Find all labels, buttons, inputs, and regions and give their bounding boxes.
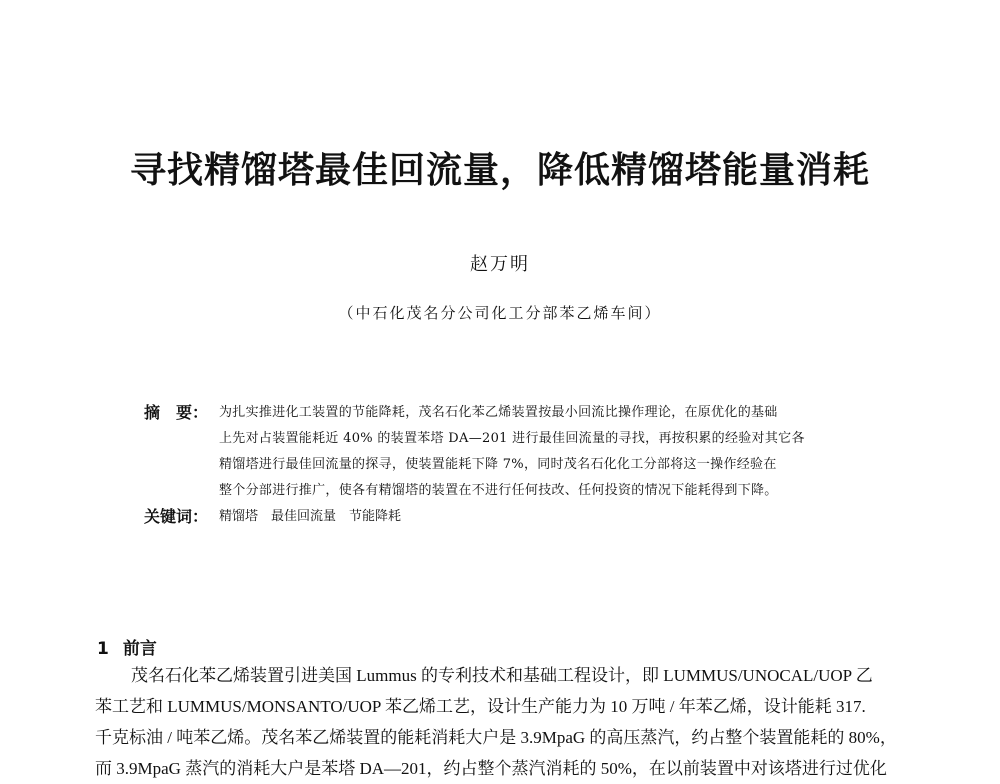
- body-line: 千克标油 / 吨苯乙烯。茂名苯乙烯装置的能耗消耗大户是 3.9MpaG 的高压蒸汽，约占整个装置能耗的 80%，: [95, 728, 897, 747]
- abstract-block: [144, 400, 884, 530]
- abstract-row: [144, 400, 884, 504]
- body-line: 而 3.9MpaG 蒸汽的消耗大户是苯塔 DA—201，约占整个蒸汽消耗的 50%，在以前装置中对该塔进行过优化: [95, 759, 887, 778]
- paper-title: 寻找精馏塔最佳回流量，降低精馏塔能量消耗: [129, 150, 870, 191]
- abstract-label: 摘 要：: [144, 403, 209, 422]
- abstract-line: 整个分部进行推广，使各有精馏塔的装置在不进行任何技改、任何投资的情况下能耗得到下降。: [219, 483, 778, 498]
- section-body: [95, 660, 925, 784]
- section-number: 1: [97, 639, 109, 659]
- paper-author: 赵万明: [470, 254, 530, 275]
- abstract-line: 上先对占装置能耗近 40% 的装置苯塔 DA—201 进行最佳回流量的寻找，再按积累的经验对其它各: [219, 431, 805, 446]
- body-line: 苯工艺和 LUMMUS/MONSANTO/UOP 苯乙烯工艺，设计生产能力为 10 万吨 / 年苯乙烯，设计能耗 317.: [95, 697, 866, 716]
- paper-affiliation: （中石化茂名分公司化工分部苯乙烯车间）: [338, 304, 662, 322]
- section-title: 前言: [122, 639, 157, 659]
- keywords-label: 关键词：: [144, 507, 209, 526]
- body-line: 茂名石化苯乙烯装置引进美国 Lummus 的专利技术和基础工程设计，即 LUMMUS/UNOCAL/UOP 乙: [131, 666, 873, 685]
- keywords-text: 精馏塔 最佳回流量 节能降耗: [219, 509, 402, 524]
- abstract-line: 为扎实推进化工装置的节能降耗，茂名石化苯乙烯装置按最小回流比操作理论，在原优化的基础: [219, 405, 778, 420]
- keywords-row: [144, 504, 884, 530]
- abstract-text: [219, 400, 884, 504]
- abstract-line: 精馏塔进行最佳回流量的探寻，使装置能耗下降 7%，同时茂名石化化工分部将这一操作经验在: [219, 457, 777, 472]
- section-heading: [97, 634, 157, 659]
